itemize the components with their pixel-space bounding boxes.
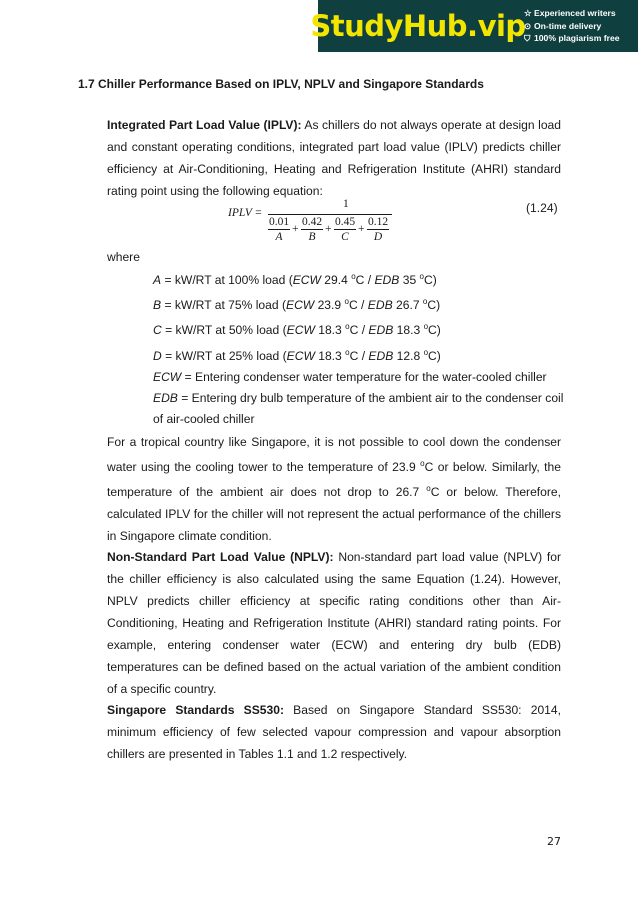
definition-d: D = kW/RT at 25% load (ECW 18.3 $^o$C / EDB 12.8 $^o$C) bbox=[153, 347, 441, 363]
definition-ecw: ECW = Entering condenser water temperature for the water-cooled chiller bbox=[153, 369, 547, 384]
ss530-paragraph bbox=[107, 699, 561, 765]
page-number: 27 bbox=[547, 835, 561, 848]
iplv-title: Integrated Part Load Value (IPLV): bbox=[107, 118, 302, 132]
banner-features bbox=[518, 0, 638, 52]
where-label: where bbox=[107, 250, 140, 264]
equation-lhs: IPLV = bbox=[228, 207, 263, 219]
ss530-title: Singapore Standards SS530: bbox=[107, 703, 284, 717]
nplv-text: Non-standard part load value (NPLV) for the chiller efficiency is also calculated using the same Equation (1.24). However, NPLV predicts chiller efficiency at specific rating conditions other than Air-Conditioning, Heating and Refrigeration Institute (AHRI) standard rating points. For example, entering condenser water (ECW) and entering dry bulb (EDB) temperatures can be defined based on the actual variation of the ambient condition of a specific country. bbox=[107, 550, 562, 696]
equation-number: (1.24) bbox=[526, 201, 558, 215]
feature-item bbox=[524, 7, 638, 20]
iplv-paragraph bbox=[107, 114, 561, 202]
clock-icon: ⊙ bbox=[524, 20, 532, 31]
definition-edb: EDB = Entering dry bulb temperature of the ambient air to the condenser coil bbox=[153, 391, 564, 406]
nplv-paragraph bbox=[107, 546, 561, 700]
feature-text: On-time delivery bbox=[534, 20, 602, 31]
ss530-text: Based on Singapore Standard SS530: 2014, minimum efficiency of few selected vapour compression and vapour absorption chillers are presented in Tables 1.1 and 1.2 respectively. bbox=[107, 703, 561, 761]
shield-icon: ⛉ bbox=[524, 33, 531, 44]
fraction-term: 0.45 C bbox=[334, 216, 356, 243]
studyhub-logo[interactable]: StudyHub.vip bbox=[310, 9, 526, 43]
plus-sign: + bbox=[358, 223, 365, 235]
fraction-term: 0.01 A bbox=[268, 216, 290, 243]
definition-b: B = kW/RT at 75% load (ECW 23.9 $^o$C / EDB 26.7 $^o$C) bbox=[153, 297, 441, 313]
definition-c: C = kW/RT at 50% load (ECW 18.3 $^o$C / EDB 18.3 $^o$C) bbox=[153, 322, 441, 338]
main-fraction-bar bbox=[268, 214, 392, 215]
feature-text: 100% plagiarism free bbox=[534, 33, 620, 44]
studyhub-banner[interactable] bbox=[310, 0, 638, 52]
iplv-text: As chillers do not always operate at design load and constant operating conditions, integrated part load value (IPLV) predicts chiller efficiency at Air-Conditioning, Heating and Refrigeration Institute (AHRI) standard rating point using the following equation: bbox=[107, 118, 562, 198]
star-icon: ☆ bbox=[524, 8, 532, 19]
feature-item bbox=[524, 20, 638, 33]
fraction-term: 0.12 D bbox=[367, 216, 389, 243]
fraction-term: 0.42 B bbox=[301, 216, 323, 243]
plus-sign: + bbox=[325, 223, 332, 235]
section-heading: 1.7 Chiller Performance Based on IPLV, NPLV and Singapore Standards bbox=[78, 77, 484, 91]
tropical-paragraph: For a tropical country like Singapore, it is not possible to cool down the condenser water using the cooling tower to the temperature of 23.9 $^o$C or below. Similarly, the temperature of the ambient air does not drop to 26.7 $^o$C or below. Therefore, calculated IPLV for the chiller will not represent the actual performance of the chillers in Singapore climate condition. bbox=[107, 435, 561, 544]
feature-text: Experienced writers bbox=[534, 8, 616, 19]
equation-numerator: 1 bbox=[343, 198, 349, 210]
feature-item bbox=[524, 32, 638, 45]
plus-sign: + bbox=[292, 223, 299, 235]
definition-edb-cont: of air-cooled chiller bbox=[153, 412, 255, 427]
definitions-list bbox=[153, 266, 564, 431]
nplv-title: Non-Standard Part Load Value (NPLV): bbox=[107, 550, 334, 564]
definition-a: A = kW/RT at 100% load (ECW 29.4 $^o$C / EDB 35 $^o$C) bbox=[153, 272, 437, 288]
